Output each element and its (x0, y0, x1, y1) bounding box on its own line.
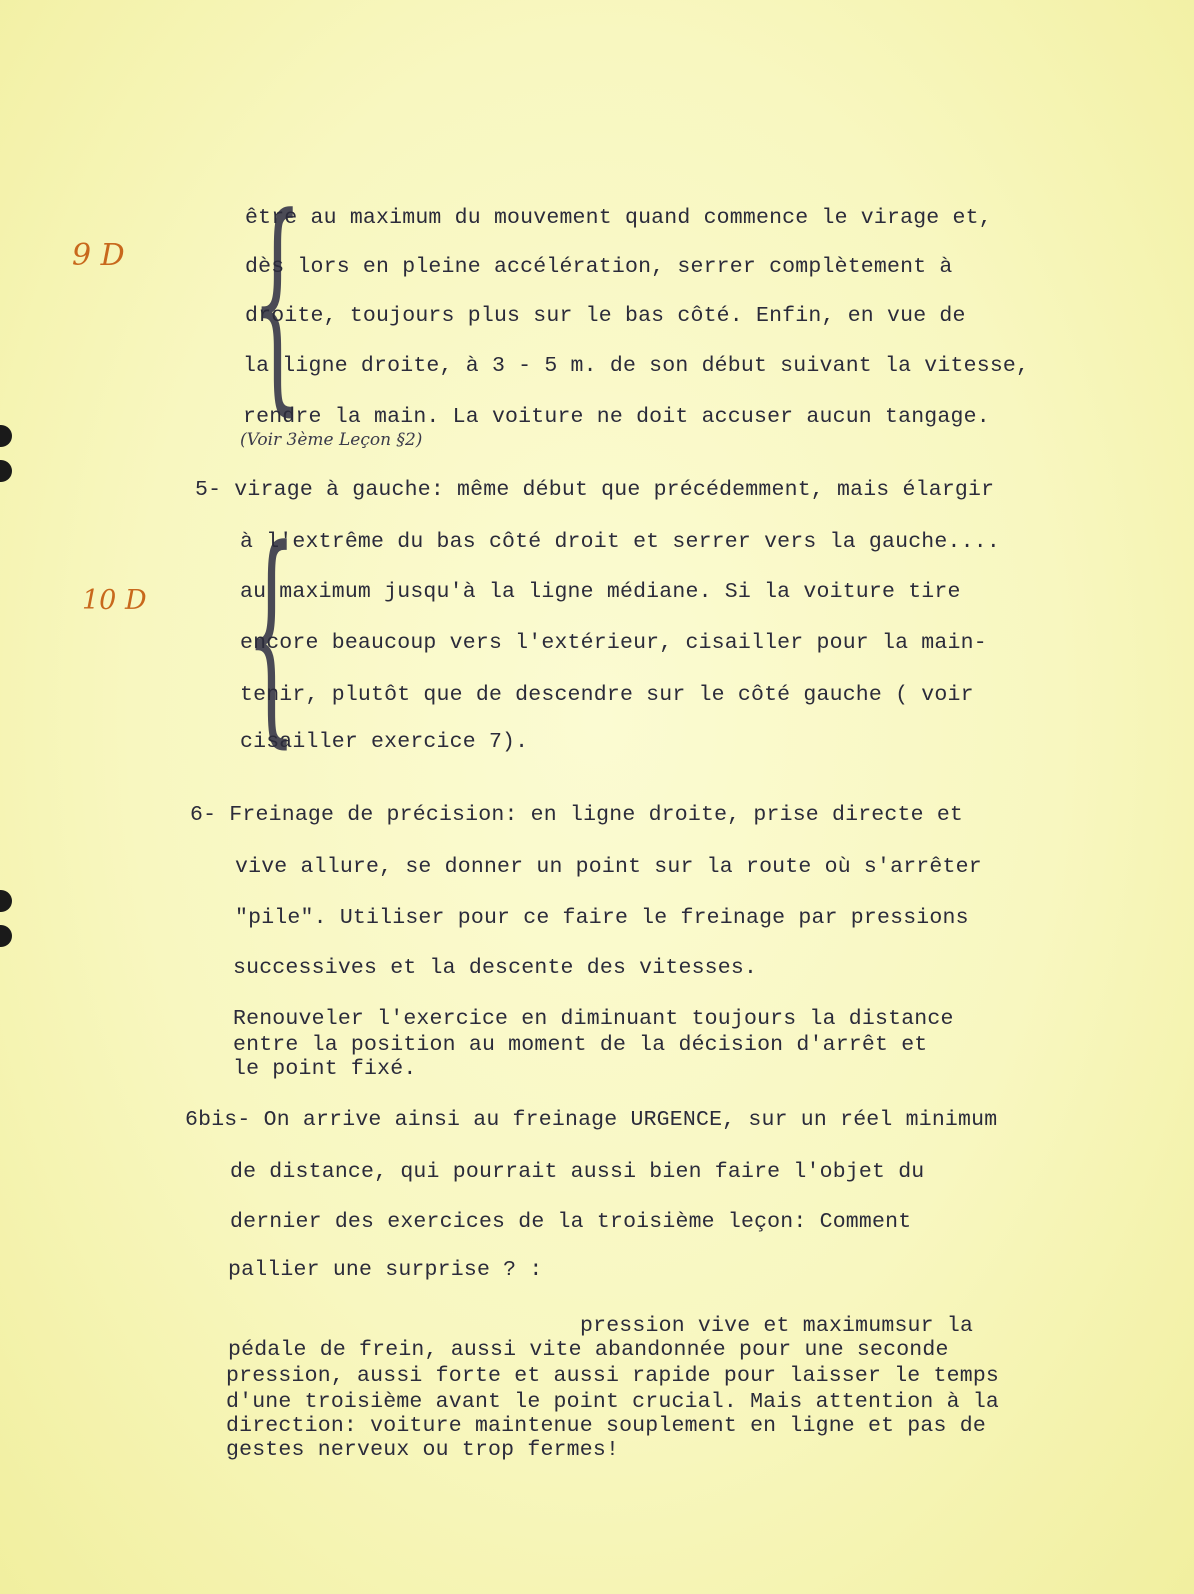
text-line-18: le point fixé. (233, 1057, 417, 1081)
binder-hole-1 (0, 425, 12, 447)
text-line-16: Renouveler l'exercice en diminuant toujours la distance (233, 1007, 954, 1031)
text-line-26: d'une troisième avant le point crucial. Mais attention à la (226, 1390, 1000, 1414)
text-line-6: 5- virage à gauche: même début que précédemment, mais élargir (195, 478, 995, 502)
text-line-15: successives et la descente des vitesses. (233, 956, 758, 980)
text-line-20: de distance, qui pourrait aussi bien faire l'objet du (230, 1160, 925, 1184)
text-line-1: être au maximum du mouvement quand commence le virage et, (245, 206, 992, 230)
text-line-22: pallier une surprise ? : (228, 1258, 543, 1282)
text-line-8: au maximum jusqu'à la ligne médiane. Si la voiture tire (240, 580, 961, 604)
text-line-19: 6bis- On arrive ainsi au freinage URGENCE, sur un réel minimum (185, 1108, 998, 1132)
text-line-10: tenir, plutôt que de descendre sur le côté gauche ( voir (240, 683, 974, 707)
text-line-7: à l'extrême du bas côté droit et serrer vers la gauche.... (240, 530, 1000, 554)
text-line-13: vive allure, se donner un point sur la route où s'arrêter (235, 855, 982, 879)
brace-10d: { (245, 501, 297, 768)
text-line-28: gestes nerveux ou trop fermes! (226, 1438, 620, 1462)
text-line-21: dernier des exercices de la troisième leçon: Comment (230, 1210, 912, 1234)
margin-note-10d: 10 D (82, 585, 147, 616)
text-line-24: pédale de frein, aussi vite abandonnée pour une seconde (228, 1338, 949, 1362)
binder-hole-2 (0, 460, 12, 482)
text-line-11: cisailler exercice 7). (240, 730, 529, 754)
text-line-9: encore beaucoup vers l'extérieur, cisailler pour la main- (240, 631, 987, 655)
text-line-17: entre la position au moment de la décision d'arrêt et (233, 1033, 928, 1057)
text-line-12: 6- Freinage de précision: en ligne droite, prise directe et (190, 803, 964, 827)
text-line-2: dès lors en pleine accélération, serrer complètement à (245, 255, 953, 279)
brace-9d: { (251, 169, 303, 436)
binder-hole-3 (0, 890, 12, 912)
text-line-4: la ligne droite, à 3 - 5 m. de son début suivant la vitesse, (243, 354, 1030, 378)
binder-hole-4 (0, 925, 12, 947)
text-line-25: pression, aussi forte et aussi rapide pour laisser le temps (226, 1364, 1000, 1388)
margin-note-9d: 9 D (72, 238, 125, 273)
text-line-5: rendre la main. La voiture ne doit accuser aucun tangage. (243, 405, 990, 429)
handwritten-reference: (Voir 3ème Leçon §2) (240, 430, 423, 450)
text-line-27: direction: voiture maintenue souplement en ligne et pas de (226, 1414, 986, 1438)
text-line-23: pression vive et maximumsur la (580, 1314, 974, 1338)
text-line-14: "pile". Utiliser pour ce faire le freinage par pressions (235, 906, 969, 930)
text-line-3: droite, toujours plus sur le bas côté. Enfin, en vue de (245, 304, 966, 328)
